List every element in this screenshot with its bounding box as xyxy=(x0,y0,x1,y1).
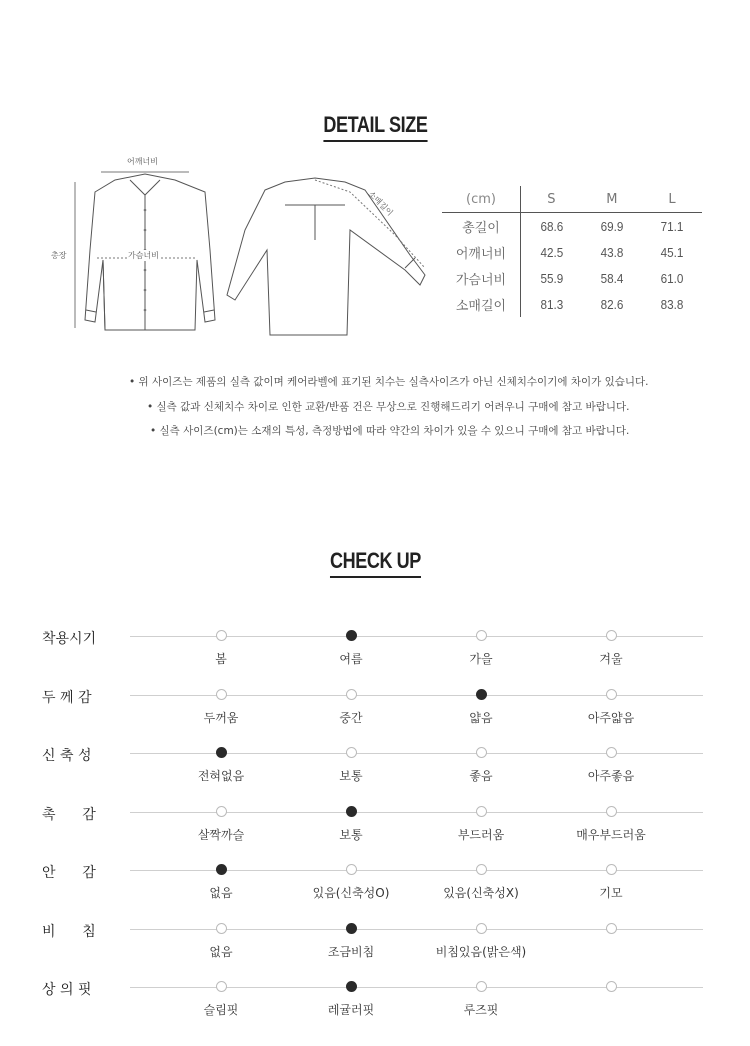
shoulder-label: 어깨너비 xyxy=(127,157,158,166)
table-cell: 82.6 xyxy=(600,296,624,312)
check-option-label: 얇음 xyxy=(469,710,493,725)
sleeve-label: 소매길이 xyxy=(366,189,395,218)
check-option-label: 조금비침 xyxy=(327,944,375,959)
check-up-title: CHECK UP xyxy=(0,548,750,578)
selected-dot xyxy=(346,630,357,641)
size-table xyxy=(442,186,702,317)
check-option-label: 살짝까슬 xyxy=(197,827,245,842)
check-row xyxy=(0,923,750,979)
check-option-label: 중간 xyxy=(339,710,363,725)
row-label: 가슴너비 xyxy=(442,265,521,291)
detail-size-title: DETAIL SIZE xyxy=(0,112,750,142)
option-dot xyxy=(216,630,227,641)
check-option-label: 보통 xyxy=(339,827,363,842)
check-option-label: 루즈핏 xyxy=(463,1003,499,1017)
check-option-label: 아주좋음 xyxy=(587,769,635,783)
option-dot xyxy=(606,981,617,992)
table-cell: 83.8 xyxy=(660,296,684,312)
check-option-label: 여름 xyxy=(339,652,363,666)
row-label: 총길이 xyxy=(442,213,521,240)
check-option-label: 보통 xyxy=(339,769,363,783)
check-option-label: 가을 xyxy=(469,652,493,666)
size-table-header xyxy=(442,186,702,213)
check-row-label: 두 께 감 xyxy=(42,689,92,706)
unit-label: (cm) xyxy=(442,186,521,213)
check-option-label: 부드러움 xyxy=(457,827,505,842)
check-row xyxy=(0,689,750,745)
option-dot xyxy=(476,747,487,758)
check-option-label: 있음(신축성O) xyxy=(312,886,390,900)
check-option-label: 비침있음(밝은색) xyxy=(435,944,527,959)
check-option-label: 슬림핏 xyxy=(203,1003,239,1017)
shirt-back-diagram xyxy=(225,150,440,345)
check-option-label: 기모 xyxy=(599,886,623,900)
check-row xyxy=(0,982,750,1037)
chest-label: 가슴너비 xyxy=(128,251,159,260)
option-dot xyxy=(476,806,487,817)
table-row xyxy=(442,291,702,317)
option-dot xyxy=(476,981,487,992)
check-option-label: 레귤러핏 xyxy=(327,1003,375,1017)
option-dot xyxy=(606,864,617,875)
size-header: L xyxy=(642,186,702,213)
table-row xyxy=(442,239,702,265)
table-cell: 58.4 xyxy=(600,270,624,286)
length-label: 총장 xyxy=(51,251,67,260)
check-option-label: 없음 xyxy=(209,944,233,959)
option-dot xyxy=(606,630,617,641)
check-option-label: 아주얇음 xyxy=(587,710,635,725)
check-row xyxy=(0,748,750,803)
row-label: 소매길이 xyxy=(442,291,521,317)
option-dot xyxy=(606,806,617,817)
selected-dot xyxy=(346,806,357,817)
table-cell: 55.9 xyxy=(539,270,563,286)
shirt-front-drawing xyxy=(45,150,225,345)
table-cell: 42.5 xyxy=(539,244,563,260)
check-option-label: 없음 xyxy=(209,886,233,900)
size-note: • 실측 값과 신체치수 차이로 인한 교환/반품 건은 무상으로 진행해드리기 어려우니 구매에 참고 바랍니다. xyxy=(147,401,630,413)
check-option-label: 좋음 xyxy=(469,769,493,783)
shirt-front-diagram xyxy=(45,150,225,345)
check-option-label: 두꺼움 xyxy=(203,710,239,725)
table-cell: 45.1 xyxy=(660,244,684,260)
table-row xyxy=(442,265,702,291)
check-option-label: 있음(신축성X) xyxy=(443,886,519,900)
table-cell: 81.3 xyxy=(539,296,563,312)
check-row xyxy=(0,806,750,862)
size-header: M xyxy=(582,186,642,213)
selected-dot xyxy=(216,747,227,758)
option-dot xyxy=(476,923,487,934)
option-dot xyxy=(346,689,357,700)
check-option-label: 겨울 xyxy=(599,652,623,666)
check-option-label: 매우부드러움 xyxy=(576,827,646,842)
check-row-label: 상 의 핏 xyxy=(42,982,92,998)
check-row-label: 비 침 xyxy=(42,923,96,940)
option-dot xyxy=(216,689,227,700)
option-dot xyxy=(216,981,227,992)
option-dot xyxy=(606,747,617,758)
option-dot xyxy=(346,864,357,875)
table-cell: 68.6 xyxy=(539,218,563,234)
size-note: • 실측 사이즈(cm)는 소재의 특성, 측정방법에 따라 약간의 차이가 있을 수 있으니 구매에 참고 바랍니다. xyxy=(150,425,630,437)
row-label: 어깨너비 xyxy=(442,239,521,265)
selected-dot xyxy=(346,981,357,992)
table-cell: 43.8 xyxy=(600,244,624,260)
check-row-label: 착용시기 xyxy=(42,631,97,647)
check-row xyxy=(0,865,750,920)
check-option-label: 봄 xyxy=(215,652,227,666)
table-cell: 71.1 xyxy=(660,218,684,234)
size-note: • 위 사이즈는 제품의 실측 값이며 케어라벨에 표기된 치수는 실측사이즈가 아닌 신체치수이기에 차이가 있습니다. xyxy=(129,376,649,388)
selected-dot xyxy=(476,689,487,700)
check-row xyxy=(0,631,750,686)
option-dot xyxy=(476,864,487,875)
table-cell: 61.0 xyxy=(660,270,684,286)
selected-dot xyxy=(346,923,357,934)
option-dot xyxy=(476,630,487,641)
option-dot xyxy=(606,689,617,700)
check-row-label: 신 축 성 xyxy=(42,748,92,764)
size-header: S xyxy=(521,186,582,213)
check-row-label: 안 감 xyxy=(42,865,96,881)
option-dot xyxy=(606,923,617,934)
selected-dot xyxy=(216,864,227,875)
table-row xyxy=(442,213,702,240)
shirt-back-drawing xyxy=(225,150,440,345)
option-dot xyxy=(216,806,227,817)
check-option-label: 전혀없음 xyxy=(197,769,245,783)
option-dot xyxy=(346,747,357,758)
option-dot xyxy=(216,923,227,934)
table-cell: 69.9 xyxy=(600,218,624,234)
check-row-label: 촉 감 xyxy=(42,806,96,823)
